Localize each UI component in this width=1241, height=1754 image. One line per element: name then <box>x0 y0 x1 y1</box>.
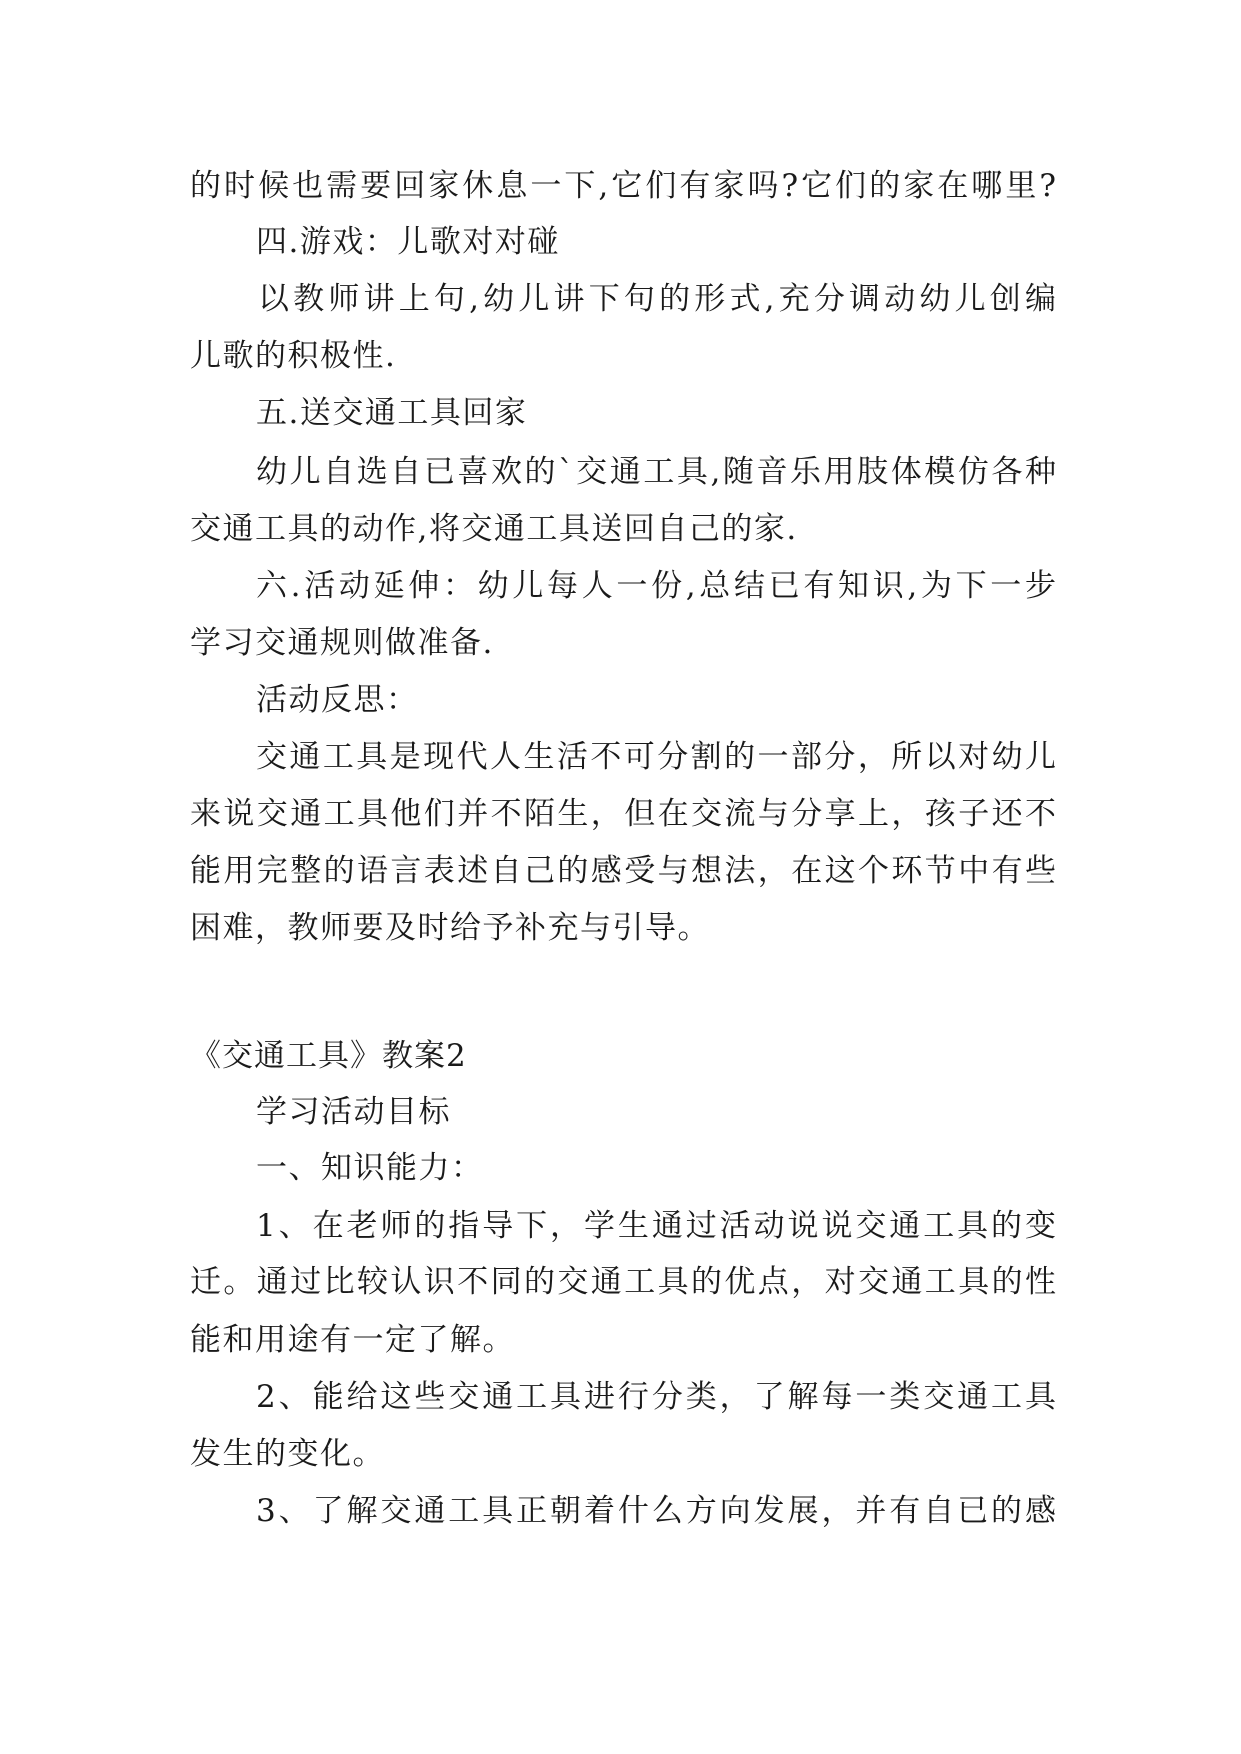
section-heading: 活动反思： <box>256 682 419 718</box>
section-heading: 学习活动目标 <box>256 1094 451 1130</box>
paragraph-line: 困难，教师要及时给予补充与引导。 <box>190 910 710 946</box>
document-title: 《交通工具》教案2 <box>190 1038 467 1074</box>
section-heading: 四.游戏：儿歌对对碰 <box>256 224 560 260</box>
paragraph-line: 迁。通过比较认识不同的交通工具的优点，对交通工具的性 <box>190 1264 1056 1300</box>
paragraph-line: 交通工具的动作,将交通工具送回自己的家. <box>190 511 798 547</box>
paragraph-line: 学习交通规则做准备. <box>190 625 494 661</box>
paragraph-line: 发生的变化。 <box>190 1436 385 1472</box>
paragraph-line: 3、了解交通工具正朝着什么方向发展，并有自已的感 <box>256 1493 1056 1529</box>
paragraph-line: 儿歌的积极性. <box>190 338 397 374</box>
paragraph-line: 来说交通工具他们并不陌生，但在交流与分享上，孩子还不 <box>190 796 1056 832</box>
paragraph-line: 能和用途有一定了解。 <box>190 1322 515 1358</box>
paragraph-line: 以教师讲上句,幼儿讲下句的形式,充分调动幼儿创编 <box>258 281 1056 317</box>
paragraph-line: 1、在老师的指导下，学生通过活动说说交通工具的变 <box>256 1208 1056 1244</box>
section-heading: 一、知识能力： <box>256 1150 484 1186</box>
paragraph-line: 的时候也需要回家休息一下,它们有家吗?它们的家在哪里? <box>190 168 1056 204</box>
paragraph-line: 能用完整的语言表述自己的感受与想法，在这个环节中有些 <box>190 853 1056 889</box>
paragraph-line: 2、能给这些交通工具进行分类，了解每一类交通工具 <box>256 1379 1056 1415</box>
paragraph-line: 交通工具是现代人生活不可分割的一部分，所以对幼儿 <box>256 739 1056 775</box>
paragraph-line: 幼儿自选自已喜欢的`交通工具,随音乐用肢体模仿各种 <box>256 454 1056 490</box>
section-heading: 六.活动延伸：幼儿每人一份,总结已有知识,为下一步 <box>256 568 1056 604</box>
section-heading: 五.送交通工具回家 <box>256 395 528 431</box>
